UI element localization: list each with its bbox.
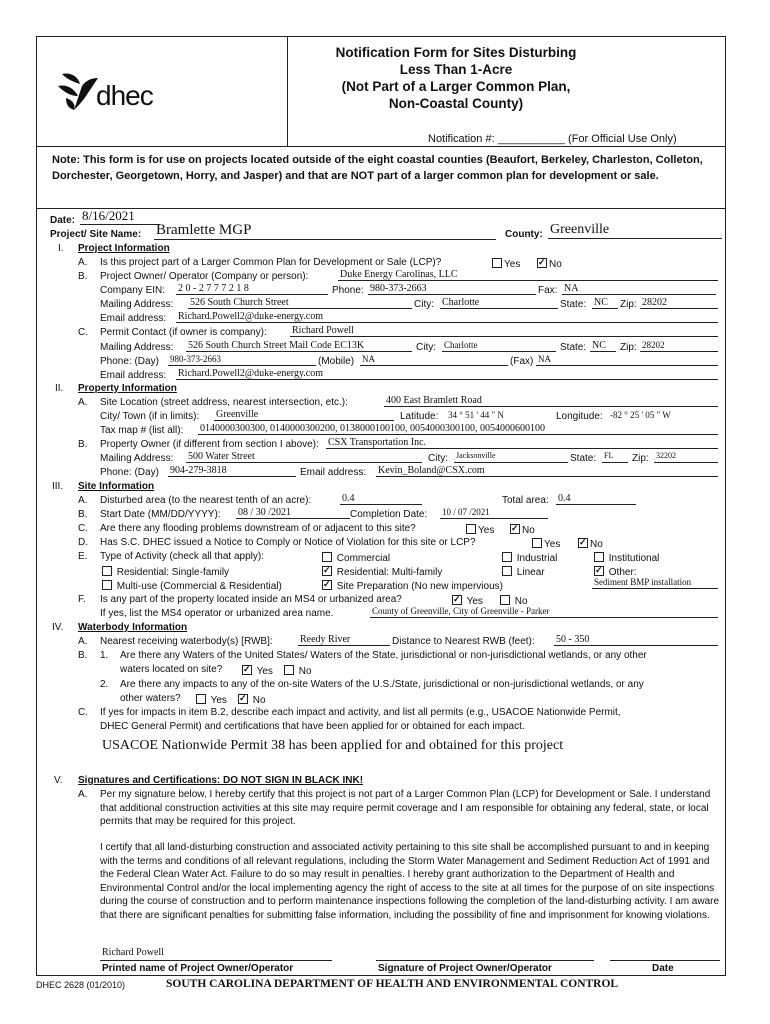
linear-checkbox[interactable]	[502, 566, 512, 576]
contact-city-label: City:	[416, 342, 436, 353]
certification-paragraph-2: I certify that all land-disturbing construction and associated activity pertaining to this site shall be accomplished pursuant to and in keeping with the terms and conditions of all relevant regulations, including the Storm Water Management and Sediment Reduction Act of 1991 and the Federal Clean Water Act. Failure to do so may result in penalties. I hereby grant authorization to the Department of Health and Environmental Control and/or the local implementing agency the right of access to the site at all times for the purpose of on site inspections during the course of construction and to perform maintenance inspections following the completion of the land-disturbing activity. I am aware that there are significant penalties for submitting false information, including the possibility of fine and imprisonment for knowing violations.	[100, 842, 720, 921]
section-4-number: IV.	[52, 622, 64, 633]
owner-phone-field[interactable]: 980-373-2663	[368, 283, 536, 295]
section-3-title: Site Information	[78, 481, 155, 492]
site-prep-label: Site Preparation (No new impervious)	[336, 581, 503, 592]
distance-field[interactable]: 50 - 350	[554, 634, 718, 646]
s1-b-label: B.	[78, 271, 88, 282]
contact-fax-field[interactable]: NA	[536, 354, 718, 366]
total-area-field[interactable]: 0.4	[556, 493, 636, 505]
contact-mobile-field[interactable]: NA	[360, 354, 508, 366]
prop-zip-label: Zip:	[632, 453, 649, 464]
printed-name-field[interactable]: Richard Powell	[102, 947, 164, 958]
owner-zip-field[interactable]: 28202	[640, 297, 718, 309]
lcp-yes-label: Yes	[504, 259, 521, 270]
permit-contact-field[interactable]: Richard Powell	[290, 325, 718, 337]
activity-institutional[interactable]	[594, 551, 659, 564]
contact-mail-label: Mailing Address:	[100, 342, 174, 353]
disturbed-area-field[interactable]: 0.4	[340, 493, 422, 505]
owner-mail-field[interactable]: 526 South Church Street	[188, 297, 412, 309]
owner-mail-label: Mailing Address:	[100, 299, 174, 310]
contact-zip-field[interactable]: 28202	[640, 340, 718, 352]
impacts-question-line-1: Are there any impacts to any of the on-site Waters of the U.S./State, jurisdictional or non-jurisdictional wetlands, or any	[120, 679, 644, 690]
owner-fax-field[interactable]: NA	[562, 283, 716, 295]
s3-e-label: E.	[78, 551, 88, 562]
form-id: DHEC 2628 (01/2010)	[36, 980, 126, 990]
certification-paragraph-1: Per my signature below, I hereby certify that this project is not part of a Larger Common Plan (LCP) for Development or Sale. I understand that additional construction activities at this site may require permit coverage and I am responsible for obtaining any federal, state, or local permits that may be required for this project.	[100, 789, 711, 828]
contact-mail-field[interactable]: 526 South Church Street Mail Code EC13K	[186, 340, 412, 352]
ein-field[interactable]: 2 0 - 2 7 7 7 2 1 8	[176, 283, 328, 295]
s2-a-label: A.	[78, 397, 88, 408]
flooding-yes-checkbox[interactable]	[466, 524, 476, 534]
notice-no[interactable]	[578, 537, 603, 550]
latitude-field[interactable]: 34 ° 51 ' 44 " N	[448, 410, 504, 420]
other-activity-field[interactable]: Sediment BMP installation	[592, 577, 718, 589]
signature-label: Signature of Project Owner/Operator	[378, 963, 552, 974]
s4-a-label: A.	[78, 636, 88, 647]
notice-question: Has S.C. DHEC issued a Notice to Comply or Notice of Violation for this site or LCP?	[100, 537, 476, 548]
ein-label: Company EIN:	[100, 285, 166, 296]
ms4-operator-field[interactable]: County of Greenville, City of Greenville - Parker	[370, 606, 718, 618]
commercial-label: Commercial	[336, 553, 391, 564]
activity-linear[interactable]	[502, 565, 545, 578]
linear-label: Linear	[516, 567, 545, 578]
permits-question-line-1: If yes for impacts in item B.2, describe each impact and activity, and list all permits (e.g., USACOE Nationwide Permit,	[100, 707, 621, 718]
date-line[interactable]	[610, 960, 720, 961]
activity-commercial[interactable]	[322, 551, 390, 564]
owner-question: Project Owner/ Operator (Company or person):	[100, 271, 309, 282]
activity-res-single[interactable]	[102, 565, 229, 578]
commercial-checkbox[interactable]	[322, 552, 332, 562]
longitude-field[interactable]: -82 ° 25 ' 05 " W	[610, 410, 671, 420]
ms4-question: Is any part of the property located inside an MS4 or urbanized area?	[100, 594, 402, 605]
activity-multi-use[interactable]	[102, 579, 282, 592]
county-field[interactable]: Greenville	[548, 222, 722, 239]
longitude-label: Longitude:	[556, 411, 603, 422]
flooding-no-checkbox[interactable]	[510, 524, 520, 534]
waterbody-question: Nearest receiving waterbody(s) [RWB]:	[100, 636, 273, 647]
date-label-signature: Date	[652, 963, 674, 974]
impacts-question-line-2: other waters?	[120, 693, 181, 704]
ms4-no-checkbox[interactable]	[500, 595, 510, 605]
tax-map-field[interactable]: 0140000300300, 0140000300200, 0138000100100, 0054000300100, 0054000600100	[198, 423, 718, 435]
impacts-yes-label: Yes	[210, 695, 227, 706]
waters-yes-checkbox[interactable]	[242, 665, 252, 675]
impacts-yes-checkbox[interactable]	[196, 694, 206, 704]
title-line-4: Non-Coastal County)	[388, 96, 524, 111]
property-owner-field[interactable]: CSX Transportation Inc.	[326, 437, 718, 449]
owner-city-label: City:	[414, 299, 434, 310]
section-2-number: II.	[55, 383, 64, 394]
owner-state-label: State:	[560, 299, 587, 310]
owner-field[interactable]: Duke Energy Carolinas, LLC	[338, 269, 718, 281]
owner-city-field[interactable]: Charlotte	[440, 297, 558, 309]
permits-answer[interactable]: USACOE Nationwide Permit 38 has been applied for and obtained for this project	[102, 738, 564, 753]
town-label: City/ Town (if in limits):	[100, 411, 200, 422]
impacts-yes[interactable]	[196, 693, 227, 706]
tax-map-label: Tax map # (list all):	[100, 425, 184, 436]
flooding-no-label: No	[522, 525, 535, 536]
permits-question-line-2: DHEC General Permit) and certifications that have been applied for or obtained for each impact.	[100, 721, 525, 732]
s3-d-label: D.	[78, 537, 88, 548]
s3-f-label: F.	[78, 594, 86, 605]
contact-zip-label: Zip:	[620, 342, 637, 353]
printed-name-line	[100, 960, 332, 961]
prop-email-field[interactable]: Kevin_Boland@CSX.com	[376, 465, 718, 477]
section-1-number: I.	[58, 243, 64, 254]
s3-a-label: A.	[78, 495, 88, 506]
impacts-no-checkbox[interactable]	[238, 694, 248, 704]
contact-phone-field[interactable]: 980-373-2663	[168, 354, 316, 366]
waters-no[interactable]	[284, 664, 312, 677]
title-line-2: Less Than 1-Acre	[399, 62, 513, 77]
site-location-field[interactable]: 400 East Bramlett Road	[384, 395, 718, 407]
printed-name-label: Printed name of Project Owner/Operator	[102, 963, 294, 974]
impacts-no-label: No	[252, 695, 266, 706]
start-date-field[interactable]: 08 / 30 /2021	[236, 507, 350, 519]
flooding-yes[interactable]	[466, 523, 494, 536]
owner-fax-label: Fax:	[538, 285, 558, 296]
distance-label: Distance to Nearest RWB (feet):	[392, 636, 535, 647]
ms4-if-yes: If yes, list the MS4 operator or urbanized area name.	[100, 608, 334, 619]
notice-no-label: No	[590, 539, 603, 550]
impacts-no[interactable]	[238, 693, 266, 706]
ms4-no-label: No	[514, 596, 528, 607]
disturbed-area-question: Disturbed area (to the nearest tenth of an acre):	[100, 495, 312, 506]
lcp-no-checkbox[interactable]	[537, 258, 547, 268]
owner-email-label: Email address:	[100, 313, 167, 324]
waterbody-field[interactable]: Reedy River	[298, 634, 390, 646]
completion-date-field[interactable]: 10 / 07 /2021	[440, 507, 548, 519]
institutional-label: Institutional	[608, 553, 660, 564]
signature-line[interactable]	[376, 960, 594, 961]
title-line-1: Notification Form for Sites Disturbing	[335, 45, 577, 60]
date-label: Date:	[50, 215, 76, 226]
notification-number: Notification #: ___________ (For Official Use Only)	[428, 133, 677, 145]
prop-city-field[interactable]: Jacksonville	[454, 451, 568, 463]
contact-state-label: State:	[560, 342, 587, 353]
completion-date-label: Completion Date:	[350, 509, 428, 520]
industrial-label: Industrial	[516, 553, 558, 564]
flooding-no[interactable]	[510, 523, 535, 536]
contact-email-field[interactable]: Richard.Powell2@duke-energy.com	[176, 368, 718, 380]
owner-zip-label: Zip:	[620, 299, 637, 310]
total-area-label: Total area:	[502, 495, 549, 506]
res-multi-label: Residential: Multi-family	[336, 567, 443, 578]
prop-mail-field[interactable]: 500 Water Street	[186, 451, 422, 463]
dhec-logo	[56, 70, 168, 119]
prop-email-label: Email address:	[300, 467, 367, 478]
contact-email-label: Email address:	[100, 370, 167, 381]
section-3-number: III.	[52, 481, 64, 492]
project-name-field[interactable]: Bramlette MGP	[154, 222, 496, 240]
s4-c-label: C.	[78, 707, 88, 718]
activity-site-prep[interactable]	[322, 579, 503, 592]
waters-on-site-question-line-1: Are there any Waters of the United States/ Waters of the State, jurisdictional or non-jurisdictional wetlands, or any other	[120, 650, 647, 661]
s3-c-label: C.	[78, 523, 88, 534]
project-name-label: Project/ Site Name:	[50, 229, 142, 240]
county-label: County:	[505, 229, 543, 240]
contact-state-field[interactable]: NC	[590, 340, 616, 352]
lcp-yes-checkbox[interactable]	[492, 258, 502, 268]
institutional-checkbox[interactable]	[594, 552, 604, 562]
contact-fax-label: (Fax)	[510, 356, 534, 367]
property-owner-question: Property Owner (if different from section I above):	[100, 439, 319, 450]
section-1-title: Project Information	[78, 243, 170, 254]
section-5-number: V.	[54, 775, 63, 786]
activity-type-question: Type of Activity (check all that apply):	[100, 551, 264, 562]
res-single-label: Residential: Single-family	[116, 567, 230, 578]
flooding-question: Are there any flooding problems downstream of or adjacent to this site?	[100, 523, 416, 534]
permit-contact-question: Permit Contact (if owner is company):	[100, 327, 267, 338]
ms4-yes-label: Yes	[466, 596, 483, 607]
contact-city-field[interactable]: Charlotte	[442, 340, 556, 352]
section-4-title: Waterbody Information	[78, 622, 188, 633]
start-date-label: Start Date (MM/DD/YYYY):	[100, 509, 221, 520]
res-single-checkbox[interactable]	[102, 566, 112, 576]
waters-no-checkbox[interactable]	[284, 665, 294, 675]
prop-phone-field[interactable]: 904-279-3818	[168, 465, 296, 477]
site-prep-checkbox[interactable]	[322, 580, 332, 590]
prop-state-label: State:	[570, 453, 597, 464]
other-checkbox[interactable]	[594, 566, 604, 576]
multi-use-checkbox[interactable]	[102, 580, 112, 590]
s4-b1-number: 1.	[100, 650, 109, 661]
town-field[interactable]: Greenville	[214, 409, 394, 421]
multi-use-label: Multi-use (Commercial & Residential)	[116, 581, 282, 592]
s4-b-label: B.	[78, 650, 88, 661]
latitude-label: Latitude:	[400, 411, 439, 422]
owner-phone-label: Phone:	[332, 285, 364, 296]
prop-city-label: City:	[428, 453, 448, 464]
logo-wordmark: dhec	[96, 80, 153, 111]
form-title	[286, 44, 626, 112]
notice-yes[interactable]	[532, 537, 560, 550]
s1-a-label: A.	[78, 257, 88, 268]
title-line-3: (Not Part of a Larger Common Plan,	[341, 79, 571, 94]
lcp-question: Is this project part of a Larger Common Plan for Development or Sale (LCP)?	[100, 257, 442, 268]
res-multi-checkbox[interactable]	[322, 566, 332, 576]
s4-b2-number: 2.	[100, 679, 109, 690]
waters-yes-label: Yes	[256, 666, 273, 677]
form-note: Note: This form is for use on projects located outside of the eight coastal counties (Beaufort, Berkeley, Charleston, Colleton, Dorchester, Georgetown, Horry, and Jasper) and that are NOT part of a larger common plan for development or sale.	[52, 154, 703, 182]
industrial-checkbox[interactable]	[502, 552, 512, 562]
notice-yes-checkbox[interactable]	[532, 538, 542, 548]
s3-b-label: B.	[78, 509, 88, 520]
section-2-title: Property Information	[78, 383, 177, 394]
other-label: Other:	[608, 567, 637, 578]
owner-state-field[interactable]: NC	[592, 297, 618, 309]
date-field[interactable]: 8/16/2021	[80, 208, 160, 225]
prop-state-field[interactable]: FL	[602, 451, 628, 463]
prop-phone-label: Phone: (Day)	[100, 467, 159, 478]
lcp-no-label: No	[549, 259, 562, 270]
s5-a-label: A.	[78, 789, 88, 800]
section-5-title: Signatures and Certifications: DO NOT SIGN IN BLACK INK!	[78, 775, 364, 786]
s2-b-label: B.	[78, 439, 88, 450]
notice-no-checkbox[interactable]	[578, 538, 588, 548]
ms4-yes-checkbox[interactable]	[452, 595, 462, 605]
waters-on-site-question-line-2: waters located on site?	[120, 664, 223, 675]
site-location-question: Site Location (street address, nearest intersection, etc.):	[100, 397, 348, 408]
waters-no-label: No	[298, 666, 312, 677]
activity-res-multi[interactable]	[322, 565, 442, 578]
contact-mobile-label: (Mobile)	[318, 356, 355, 367]
prop-zip-field[interactable]: 32202	[654, 451, 718, 463]
activity-industrial[interactable]	[502, 551, 557, 564]
owner-email-field[interactable]: Richard.Powell2@duke-energy.com	[176, 311, 718, 323]
contact-phone-label: Phone: (Day)	[100, 356, 159, 367]
department-name: SOUTH CAROLINA DEPARTMENT OF HEALTH AND ENVIRONMENTAL CONTROL	[166, 978, 619, 990]
header-bottom-rule	[37, 146, 725, 147]
prop-mail-label: Mailing Address:	[100, 453, 174, 464]
s1-c-label: C.	[78, 327, 88, 338]
notice-yes-label: Yes	[544, 539, 561, 550]
waters-yes[interactable]	[242, 664, 273, 677]
flooding-yes-label: Yes	[478, 525, 495, 536]
